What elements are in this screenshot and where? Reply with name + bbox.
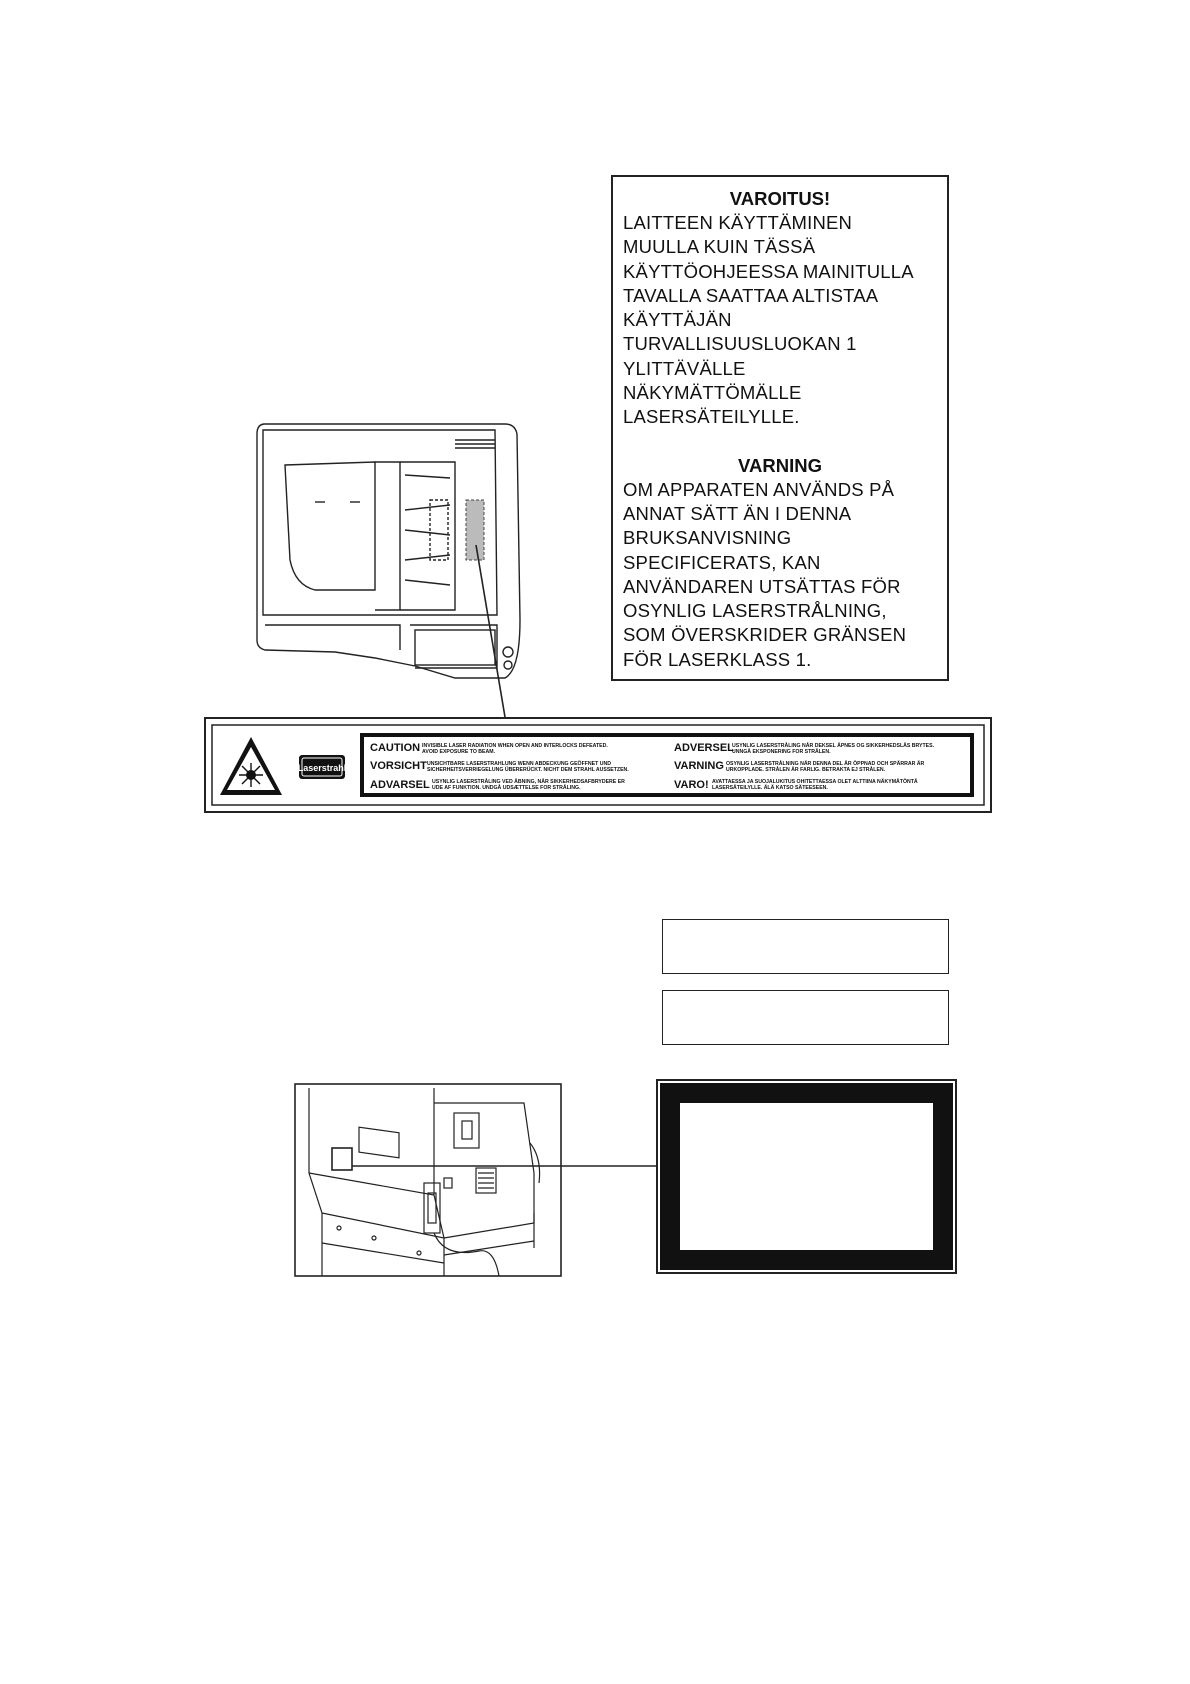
varning-line2: URKOPPLADE. STRÅLEN ÄR FARLIG. BETRAKTA EJ STRÅLEN. — [726, 767, 886, 773]
warning-body-fi: LAITTEEN KÄYTTÄMINEN MUULLA KUIN TÄSSÄ KÄYTTÖOHJEESSA MAINITULLA TAVALLA SAATTAA ALTISTAA KÄYTTÄJÄN TURVALLISUUSLUOKAN 1 YLITTÄVÄLLE NÄKYMÄTTÖMÄLLE LASERSÄTEILYLLE. — [623, 212, 914, 428]
varning-title: VARNING — [674, 760, 724, 772]
laser-warning-box — [611, 175, 949, 681]
varo-line1: AVATTAESSA JA SUOJALUKITUS OHITETTAESSA OLET ALTTIINA NÄKYMÄTÖNTÄ — [712, 779, 918, 785]
caution-line1: INVISIBLE LASER RADIATION WHEN OPEN AND INTERLOCKS DEFEATED. — [422, 743, 608, 749]
warning-heading-fi: VAROITUS! — [729, 188, 831, 209]
laser-label-strip — [204, 717, 992, 813]
adversel-line1: USYNLIG LASERSTRÅLING NÅR DEKSEL ÅPNES OG SIKKERHEDSLÅS BRYTES. — [732, 743, 935, 749]
vorsicht-line1: UNSICHTBARE LASERSTRAHLUNG WENN ABDECKUNG GEÖFFNET UND — [427, 761, 611, 767]
warning-heading-sv: VARNING — [738, 454, 822, 476]
adversel-title: ADVERSEL — [674, 742, 734, 754]
warning-body-sv: OM APPARATEN ANVÄNDS PÅ ANNAT SÄTT ÄN I DENNA BRUKSANVISNING SPECIFICERATS, KAN ANVÄNDAREN UTSÄTTAS FÖR OSYNLIG LASERSTRÅLNING, SOM ÖVERSKRIDER GRÄNSEN FÖR LASERKLASS 1. — [623, 478, 907, 670]
advarsel-dk-line1: USYNLIG LASERSTRÅLING VED ÅBNING, NÅR SIKKERHEDSAFBRYDERE ER — [432, 779, 625, 785]
machine-top-view-illustration — [255, 420, 530, 685]
machine-rear-view-illustration — [294, 1083, 562, 1277]
advarsel-dk-line2: UDE AF FUNKTION. UNDGÅ UDSÆTTELSE FOR STRÅLING. — [432, 785, 581, 791]
varning-line1: OSYNLIG LASERSTRÅLNING NÄR DENNA DEL ÄR ÖPPNAD OCH SPÄRRAR ÄR — [726, 761, 925, 767]
varo-title: VARO! — [674, 779, 709, 791]
vorsicht-line2: SICHERHEITSVERRIEGELUNG ÜBERERÜCKT. NICHT DEM STRAHL AUSSETZEN. — [427, 767, 629, 773]
adversel-line2: UNNGÅ EKSPONERING FOR STRÅLEN. — [732, 749, 831, 755]
caution-line2: AVOID EXPOSURE TO BEAM. — [422, 749, 496, 755]
class-label-frame — [656, 1079, 957, 1274]
varo-line2: LASERSÄTEILYLLE. ÄLÄ KATSO SÄTEESEEN. — [712, 785, 828, 791]
blank-label-box-1 — [662, 919, 949, 974]
vorsicht-title: VORSICHT — [370, 760, 427, 772]
laserstrahl-symbol-text: Laserstrahl — [297, 763, 347, 773]
caution-title: CAUTION — [370, 742, 421, 754]
advarsel-dk-title: ADVARSEL — [370, 779, 430, 791]
blank-label-box-2 — [662, 990, 949, 1045]
